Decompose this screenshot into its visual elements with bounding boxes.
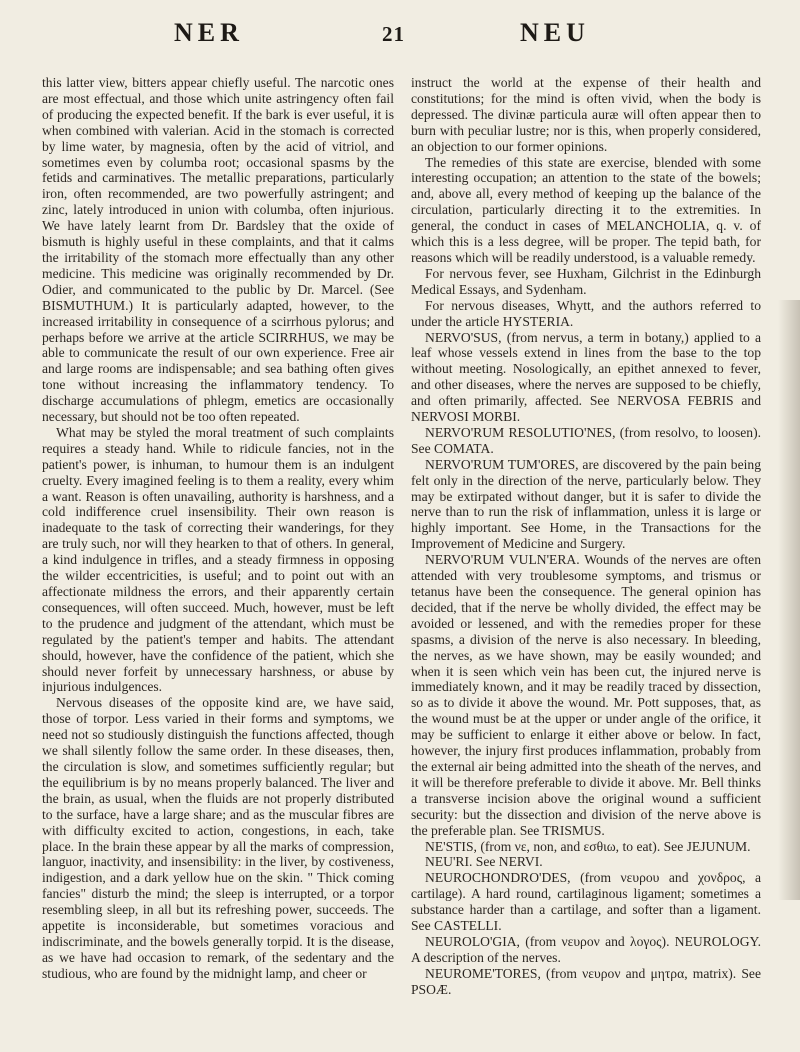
left-column-paragraph: this latter view, bitters appear chiefly useful. The narcotic ones are most effectual, and those which unite astringency often fail of producing the expected benefit. If the bark is ever useful, it is when combined with valerian. Acid in the stomach is corrected by lime water, by magnesia, often by the acid of vitriol, and sometimes even by columba root; occasional spasms by the fetids and carminatives. The metallic preparations, particularly iron, often recommended, are two powerfully astringent; and zinc, lately introduced in union with columba, often injurious. We have lately learnt from Dr. Bardsley that the oxide of bismuth is highly useful in these complaints, and that it calms the irritability of the stomach more effectually than any other medicine. This medicine was originally recommended by Dr. Odier, and communicated to the public by Dr. Marcel. (See BISMUTHUM.) It is particularly adapted, however, to the increased irritability in consequence of a scirrhous pylorus; and perhaps before we arrive at the article SCIRRHUS, we may be able to communicate the result of our own experience. Free air and large rooms are indispensable; and sea bathing often gives tone without increasing the inflammatory tendency. To discharge accumulations of phlegm, emetics are occasionally necessary, but should not be too often repeated. [42,75,394,425]
left-column [42,75,394,982]
right-column-paragraph: For nervous diseases, Whytt, and the authors referred to under the article HYSTERIA. [411,297,761,329]
left-column-paragraph: Nervous diseases of the opposite kind are, we have said, those of torpor. Less varied in their forms and symptoms, we need not so studiously distinguish the functions affected, though we shall silently follow the same order. In these diseases, then, the circulation is slow, and sometimes sufficiently regular; but the equilibrium is by no means properly balanced. The liver and the brain, as usual, when the fluids are not properly distributed to the surface, have a large share; and as the muscular fibres are with difficulty excited to action, congestions, in each, take place. In the brain these appear by all the marks of compression, languor, inactivity, and insensibility: in the liver, by costiveness, indigestion, and a dark yellow hue on the skin. " Thick coming fancies" disturb the mind; the sleep is interrupted, or a torpor resembling sleep, in all but its refreshing power, succeeds. The appetite is inconsiderable, but sometimes voracious and indiscriminate, and the bowels generally torpid. It is the disease, as we have had occasion to remark, of the sedentary and the studious, who are found by the midnight lamp, and cheer or [42,695,394,981]
right-column-paragraph: NEUROLO'GIA, (from νευρον and λογος). NEUROLOGY. A description of the nerves. [411,933,761,965]
right-column-paragraph: NERVO'RUM VULN'ERA. Wounds of the nerves are often attended with very troublesome symptoms, and trismus or tetanus have been the consequence. The general opinion has decided, that if the nerve be wholly divided, the effect may be avoided or lessened, and with the remedies proper for these spasms, a division of the nerve is also necessary. In bleeding, the nerves, as we have shown, may be easily wounded; and when it is seen which vein has been cut, the injured nerve is immediately known, and it may be readily traced by dissection, so as to divide it above the wound. Mr. Pott supposes, that, as the wound must be at the upper or under angle of the orifice, it may be sufficient to enlarge it either above or below. In fact, however, the injury first produces inflammation, probably from the external air being admitted into the sheath of the nerves, and it will be therefore preferable to divide it above. Mr. Bell thinks a transverse incision above the original wound a sufficient security: but the dissection and division of the nerve above is the preferable plan. See TRISMUS. [411,552,761,838]
running-header [0,12,800,52]
left-column-paragraph: What may be styled the moral treatment of such complaints requires a steady hand. While to ridicule fancies, not in the patient's power, is inhuman, to humour them is an indulgent cruelty. Every imagined feeling is to them a reality, every whim a want. Reason is often unavailing, authority is harshness, and a cold indifference cruel insensibility. Their own reason is inadequate to the task of correcting their wanderings, for they are truly such, nor will they hearken to that of others. In general, a kind indulgence in trifles, and a steady firmness in opposing the wilder eccentricities, is useful; and to point out with an affectionate mildness the errors, and their apparently certain consequences, will often succeed. Much, however, must be left to the prudence and judgment of the attendant, which must be regulated by the patient's temper and habits. The attendant should, however, have the confidence of the patient, which she should never forfeit by unnecessary harshness, or abuse by injurious indulgences. [42,424,394,695]
header-left-word: NER [174,18,244,47]
right-column-paragraph: For nervous fever, see Huxham, Gilchrist in the Edinburgh Medical Essays, and Sydenham. [411,265,761,297]
header-right-word: NEU [520,18,590,47]
right-column-paragraph: NEU'RI. See NERVI. [425,854,543,870]
right-column-paragraph: NEUROCHONDRO'DES, (from νευρου and χονδρος, a cartilage). A hard round, cartilaginous ligament; sometimes a substance harder than a cartilage, and softer than a ligament. See CASTELLI. [411,870,761,934]
right-column-paragraph: NERVO'RUM RESOLUTIO'NES, (from resolvo, to loosen). See COMATA. [411,424,761,456]
right-column-paragraph: NEUROME'TORES, (from νευρον and μητρα, matrix). See PSOÆ. [411,965,761,997]
right-column-paragraph: The remedies of this state are exercise, blended with some interesting occupation; an attention to the state of the bowels; and, above all, every method of keeping up the balance of the circulation, particularly directing it to the extremities. In general, the conduct in cases of MELANCHOLIA, q. v. of which this is a less degree, will be proper. The tepid bath, for reasons which will be readily understood, is a valuable remedy. [411,154,761,265]
right-column-paragraph: NERVO'RUM TUM'ORES, are discovered by the pain being felt only in the direction of the nerve, particularly below. They may be extirpated without danger, but it is safer to divide the nerve than to run the risk of inflammation, unless it is large or highly important. See Home, in the Transactions for the Improvement of Medicine and Surgery. [411,456,761,552]
right-column [411,75,761,998]
page-number: 21 [382,22,405,46]
page-edge-shadow [778,300,800,900]
right-column-paragraph: NERVO'SUS, (from nervus, a term in botany,) applied to a leaf whose vessels extend in lines from the base to the top without meeting. Nosologically, an epithet annexed to fever, and other diseases, where the nerves are supposed to be chiefly, and often primarily, affected. See NERVOSA FEBRIS and NERVOSI MORBI. [411,329,761,425]
right-column-paragraph: NE'STIS, (from νε, non, and εσθιω, to eat). See JEJUNUM. [425,838,751,854]
right-column-paragraph: instruct the world at the expense of their health and constitutions; for the mind is often vivid, when the body is depressed. The divinæ particula auræ will often appear then to burn with peculiar lustre; nor is this, when properly considered, an objection to our former opinions. [411,75,761,154]
